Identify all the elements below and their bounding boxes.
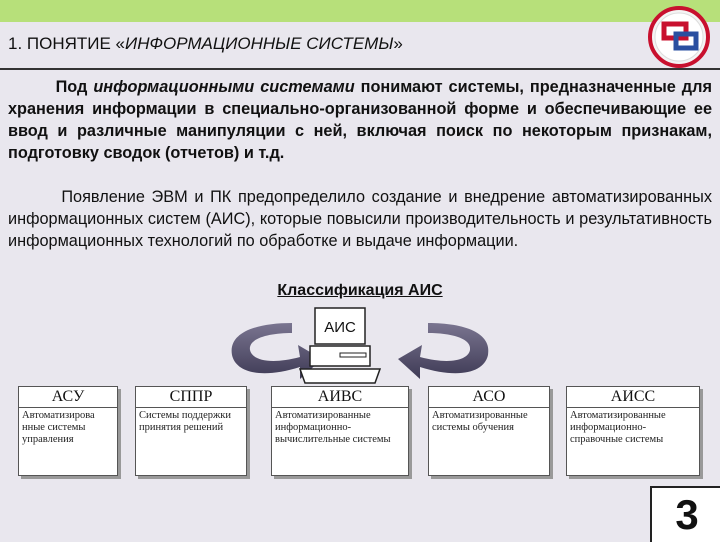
category-desc: Автоматизированные информационно-справочные системы <box>570 410 666 445</box>
classification-title: Классификация АИС <box>277 282 443 299</box>
right-curved-arrow <box>398 323 488 379</box>
category-abbr: АИВС <box>272 387 408 408</box>
category-desc: Автоматизированные системы обучения <box>432 410 528 433</box>
keyboard <box>300 369 380 383</box>
monitor-label: АИС <box>324 319 356 336</box>
category-abbr: АСУ <box>19 387 117 408</box>
header-divider <box>0 68 720 70</box>
category-desc: Автоматизирова нные системы управления <box>22 410 95 445</box>
page-number: 3 <box>650 486 720 542</box>
category-box-asu <box>18 386 118 476</box>
category-abbr: АИСС <box>567 387 699 408</box>
paragraph-definition: Под информационными системами понимают системы, предназначенные для хранения информации в специально-организованной форме и обеспечивающие ее ввод и различные манипуляции с ней, включая поиск по некоторым признакам, подготовку сводок (отчетов) и т.д. <box>8 78 712 162</box>
page-title: 1. ПОНЯТИЕ «ИНФОРМАЦИОННЫЕ СИСТЕМЫ» <box>8 34 403 53</box>
category-abbr: АСО <box>429 387 549 408</box>
paragraph-history: Появление ЭВМ и ПК предопределило создание и внедрение автоматизированных информационных систем (АИС), которые повысили производительность и результативность информационных технологий по обработке и выдаче информации. <box>8 188 712 250</box>
ais-diagram <box>0 305 720 390</box>
logo-icon <box>648 6 710 68</box>
category-box-aso <box>428 386 550 476</box>
category-box-sppr <box>135 386 247 476</box>
category-box-aivs <box>271 386 409 476</box>
category-desc: Автоматизированные информационно-вычислительные системы <box>275 410 391 445</box>
category-desc: Системы поддержки принятия решений <box>139 410 231 433</box>
category-box-aiss <box>566 386 700 476</box>
top-accent-bar <box>0 0 720 22</box>
category-abbr: СППР <box>136 387 246 408</box>
